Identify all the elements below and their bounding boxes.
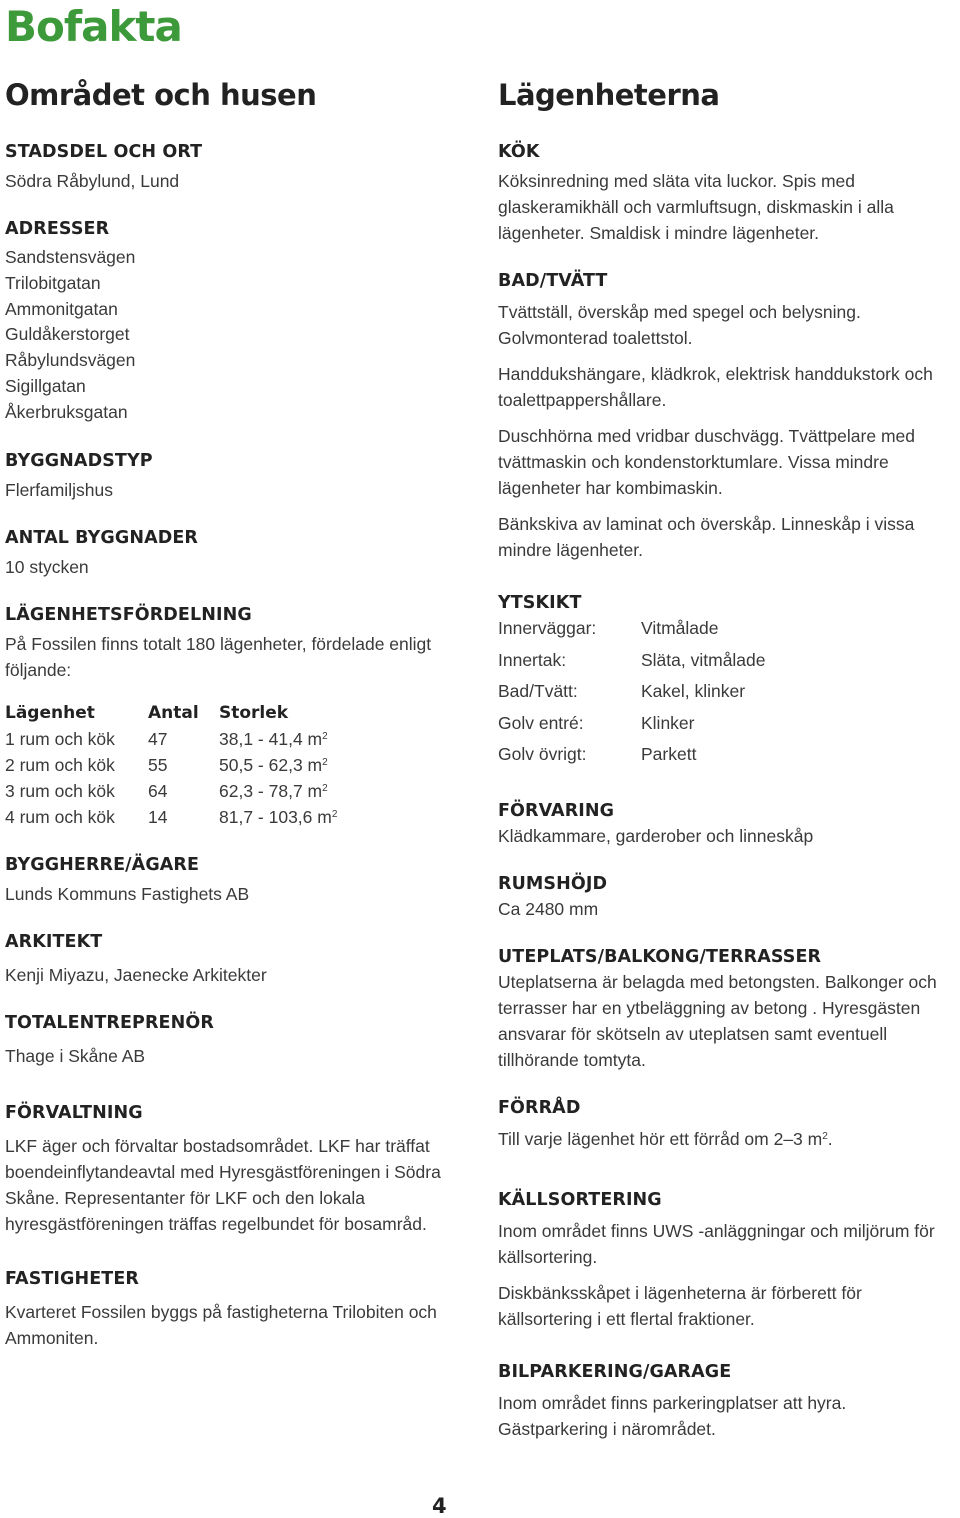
section-bilparkering bbox=[498, 1362, 960, 1442]
unit-superscript: 2 bbox=[822, 1130, 828, 1142]
table-row bbox=[498, 645, 766, 677]
surface-key: Innerväggar: bbox=[498, 618, 597, 638]
section-label: STADSDEL OCH ORT bbox=[5, 142, 203, 162]
table-cell bbox=[219, 752, 337, 778]
section-paragraph: Handdukshängare, klädkrok, elektrisk handdukstork och toalettpappershållare. bbox=[498, 364, 933, 410]
page-title: Bofakta bbox=[5, 2, 182, 51]
unit-superscript: 2 bbox=[322, 782, 328, 794]
table-header: Storlek bbox=[219, 702, 289, 723]
section-rumshojd bbox=[498, 874, 960, 922]
forrad-text: Till varje lägenhet hör ett förråd om 2–3 m bbox=[498, 1128, 823, 1149]
section-value: Thage i Skåne AB bbox=[5, 1045, 146, 1066]
section-kok bbox=[498, 142, 960, 246]
section-value: Kenji Miyazu, Jaenecke Arkitekter bbox=[5, 964, 267, 985]
address-item: Trilobitgatan bbox=[5, 272, 101, 293]
section-stadsdel bbox=[5, 142, 475, 194]
section-paragraph: Inom området finns UWS -anläggningar och miljörum för källsortering. bbox=[498, 1220, 935, 1267]
table-cell bbox=[219, 804, 337, 830]
table-cell: 47 bbox=[148, 728, 168, 749]
section-value: LKF äger och förvaltar bostadsområdet. LKF har träffat boendeinflytandeavtal med Hyresgästföreningen i Södra Skåne. Representanter för LKF och den lokala hyresgästföreningen träffas regelbundet för bosamråd. bbox=[5, 1135, 441, 1234]
surface-value: Släta, vitmålade bbox=[641, 649, 766, 670]
size-unit: m bbox=[307, 754, 323, 775]
section-label: FÖRRÅD bbox=[498, 1097, 581, 1118]
section-label: UTEPLATS/BALKONG/TERRASSER bbox=[498, 946, 822, 967]
section-label: KÄLLSORTERING bbox=[498, 1189, 662, 1210]
address-list bbox=[5, 245, 475, 426]
table-header-row bbox=[5, 700, 337, 726]
section-forvaring bbox=[498, 801, 960, 849]
table-cell bbox=[219, 778, 337, 804]
size-value: 38,1 - 41,4 bbox=[219, 728, 303, 749]
section-value: Lunds Kommuns Fastighets AB bbox=[5, 883, 250, 904]
table-cell: 55 bbox=[148, 754, 168, 775]
size-value: 62,3 - 78,7 bbox=[219, 780, 303, 801]
section-label: ADRESSER bbox=[5, 219, 110, 239]
surface-key: Bad/Tvätt: bbox=[498, 681, 578, 701]
section-fordelning bbox=[5, 605, 475, 830]
section-kallsortering bbox=[498, 1190, 960, 1332]
section-label: YTSKIKT bbox=[498, 593, 582, 613]
table-row bbox=[498, 676, 766, 708]
size-value: 81,7 - 103,6 bbox=[219, 806, 313, 827]
table-cell: 2 rum och kök bbox=[5, 754, 115, 775]
surface-key: Golv övrigt: bbox=[498, 744, 587, 764]
section-value: Flerfamiljshus bbox=[5, 479, 113, 500]
surface-key: Golv entré: bbox=[498, 712, 584, 733]
section-label: RUMSHÖJD bbox=[498, 873, 608, 894]
table-cell: 3 rum och kök bbox=[5, 780, 115, 801]
table-cell: 64 bbox=[148, 780, 168, 801]
section-label: BYGGHERRE/ÄGARE bbox=[5, 854, 200, 875]
table-cell: 1 rum och kök bbox=[5, 728, 115, 749]
section-intro: På Fossilen finns totalt 180 lägenheter, fördelade enligt följande: bbox=[5, 633, 432, 680]
size-value: 50,5 - 62,3 bbox=[219, 754, 303, 775]
section-fastigheter bbox=[5, 1269, 475, 1351]
right-heading: Lägenheterna bbox=[498, 78, 720, 112]
size-unit: m bbox=[317, 806, 332, 827]
section-arkitekt bbox=[5, 932, 475, 988]
page-number: 4 bbox=[432, 1494, 447, 1518]
section-value bbox=[498, 1126, 960, 1152]
section-label: ANTAL BYGGNADER bbox=[5, 527, 198, 548]
size-unit: m bbox=[307, 728, 323, 749]
address-item: Sigillgatan bbox=[5, 375, 86, 396]
section-adresser bbox=[5, 219, 475, 426]
section-value: Kvarteret Fossilen byggs på fastigheterna Trilobiten och Ammoniten. bbox=[5, 1301, 437, 1348]
section-label: BYGGNADSTYP bbox=[5, 450, 153, 471]
table-row bbox=[5, 726, 337, 752]
size-unit: m bbox=[307, 780, 323, 801]
surface-key: Innertak: bbox=[498, 649, 567, 670]
section-paragraph: Duschhörna med vridbar duschvägg. Tvättpelare med tvättmaskin och kondenstorktumlare. Vissa mindre lägenheter har kombimaskin. bbox=[498, 426, 915, 498]
section-antal bbox=[5, 528, 475, 580]
section-label: ARKITEKT bbox=[5, 931, 103, 952]
address-item: Åkerbruksgatan bbox=[5, 401, 128, 422]
surface-value: Kakel, klinker bbox=[641, 681, 746, 701]
section-label: BILPARKERING/GARAGE bbox=[498, 1361, 732, 1382]
section-label: FASTIGHETER bbox=[5, 1268, 139, 1289]
section-paragraph: Tvättställ, överskåp med spegel och belysning. Golvmonterad toalettstol. bbox=[498, 302, 861, 348]
table-cell: 4 rum och kök bbox=[5, 806, 115, 827]
address-item: Guldåkerstorget bbox=[5, 324, 130, 345]
section-label: KÖK bbox=[498, 142, 540, 162]
address-item: Sandstensvägen bbox=[5, 247, 136, 267]
section-label: FÖRVARING bbox=[498, 800, 615, 821]
apartment-table bbox=[5, 700, 337, 830]
section-value: Ca 2480 mm bbox=[498, 898, 599, 919]
surface-value: Vitmålade bbox=[641, 618, 719, 638]
right-column bbox=[498, 78, 960, 1467]
forrad-end: . bbox=[827, 1128, 833, 1149]
unit-superscript: 2 bbox=[331, 808, 338, 820]
section-label: BAD/TVÄTT bbox=[498, 271, 608, 291]
surface-value: Parkett bbox=[641, 744, 697, 764]
section-ytskikt bbox=[498, 593, 960, 771]
surface-value: Klinker bbox=[641, 712, 695, 733]
table-row bbox=[5, 752, 337, 778]
table-row bbox=[498, 613, 766, 645]
left-column bbox=[5, 78, 475, 1376]
section-value: Inom området finns parkeringplatser att hyra. Gästparkering i närområdet. bbox=[498, 1392, 847, 1439]
section-paragraph: Diskbänksskåpet i lägenheterna är förberett för källsortering i ett flertal fraktioner. bbox=[498, 1282, 862, 1329]
surface-table bbox=[498, 613, 766, 771]
table-header: Antal bbox=[148, 702, 199, 723]
section-byggherre bbox=[5, 855, 475, 907]
section-value: Klädkammare, garderober och linneskåp bbox=[498, 825, 814, 846]
table-cell bbox=[219, 726, 337, 752]
section-bad bbox=[498, 271, 960, 563]
address-item: Råbylundsvägen bbox=[5, 350, 136, 371]
section-value: 10 stycken bbox=[5, 556, 89, 577]
section-forrad bbox=[498, 1098, 960, 1152]
table-cell: 14 bbox=[148, 806, 168, 827]
table-row bbox=[5, 778, 337, 804]
section-byggnadstyp bbox=[5, 451, 475, 503]
section-value: Köksinredning med släta vita luckor. Spis med glaskeramikhäll och varmluftsugn, diskmaskin i alla lägenheter. Smaldisk i mindre lägenheter. bbox=[498, 171, 894, 243]
section-uteplats bbox=[498, 947, 960, 1073]
unit-superscript: 2 bbox=[322, 730, 328, 742]
unit-superscript: 2 bbox=[322, 756, 328, 768]
section-entreprenor bbox=[5, 1013, 475, 1069]
table-row bbox=[498, 739, 766, 771]
section-label: LÄGENHETSFÖRDELNING bbox=[5, 604, 252, 625]
section-label: FÖRVALTNING bbox=[5, 1102, 143, 1123]
section-paragraph: Bänkskiva av laminat och överskåp. Linneskåp i vissa mindre lägenheter. bbox=[498, 514, 915, 560]
section-label: TOTALENTREPRENÖR bbox=[5, 1012, 214, 1033]
section-value: Uteplatserna är belagda med betongsten. Balkonger och terrasser har en ytbeläggning av betong . Hyresgästen ansvarar för skötseln av uteplatsen samt eventuell tillhörande tomtyta. bbox=[498, 971, 937, 1070]
left-heading: Området och husen bbox=[5, 78, 317, 112]
table-row bbox=[498, 708, 766, 740]
address-item: Ammonitgatan bbox=[5, 298, 118, 319]
table-header: Lägenhet bbox=[5, 702, 95, 723]
table-row bbox=[5, 804, 337, 830]
section-forvaltning bbox=[5, 1103, 475, 1237]
section-value: Södra Råbylund, Lund bbox=[5, 171, 180, 191]
